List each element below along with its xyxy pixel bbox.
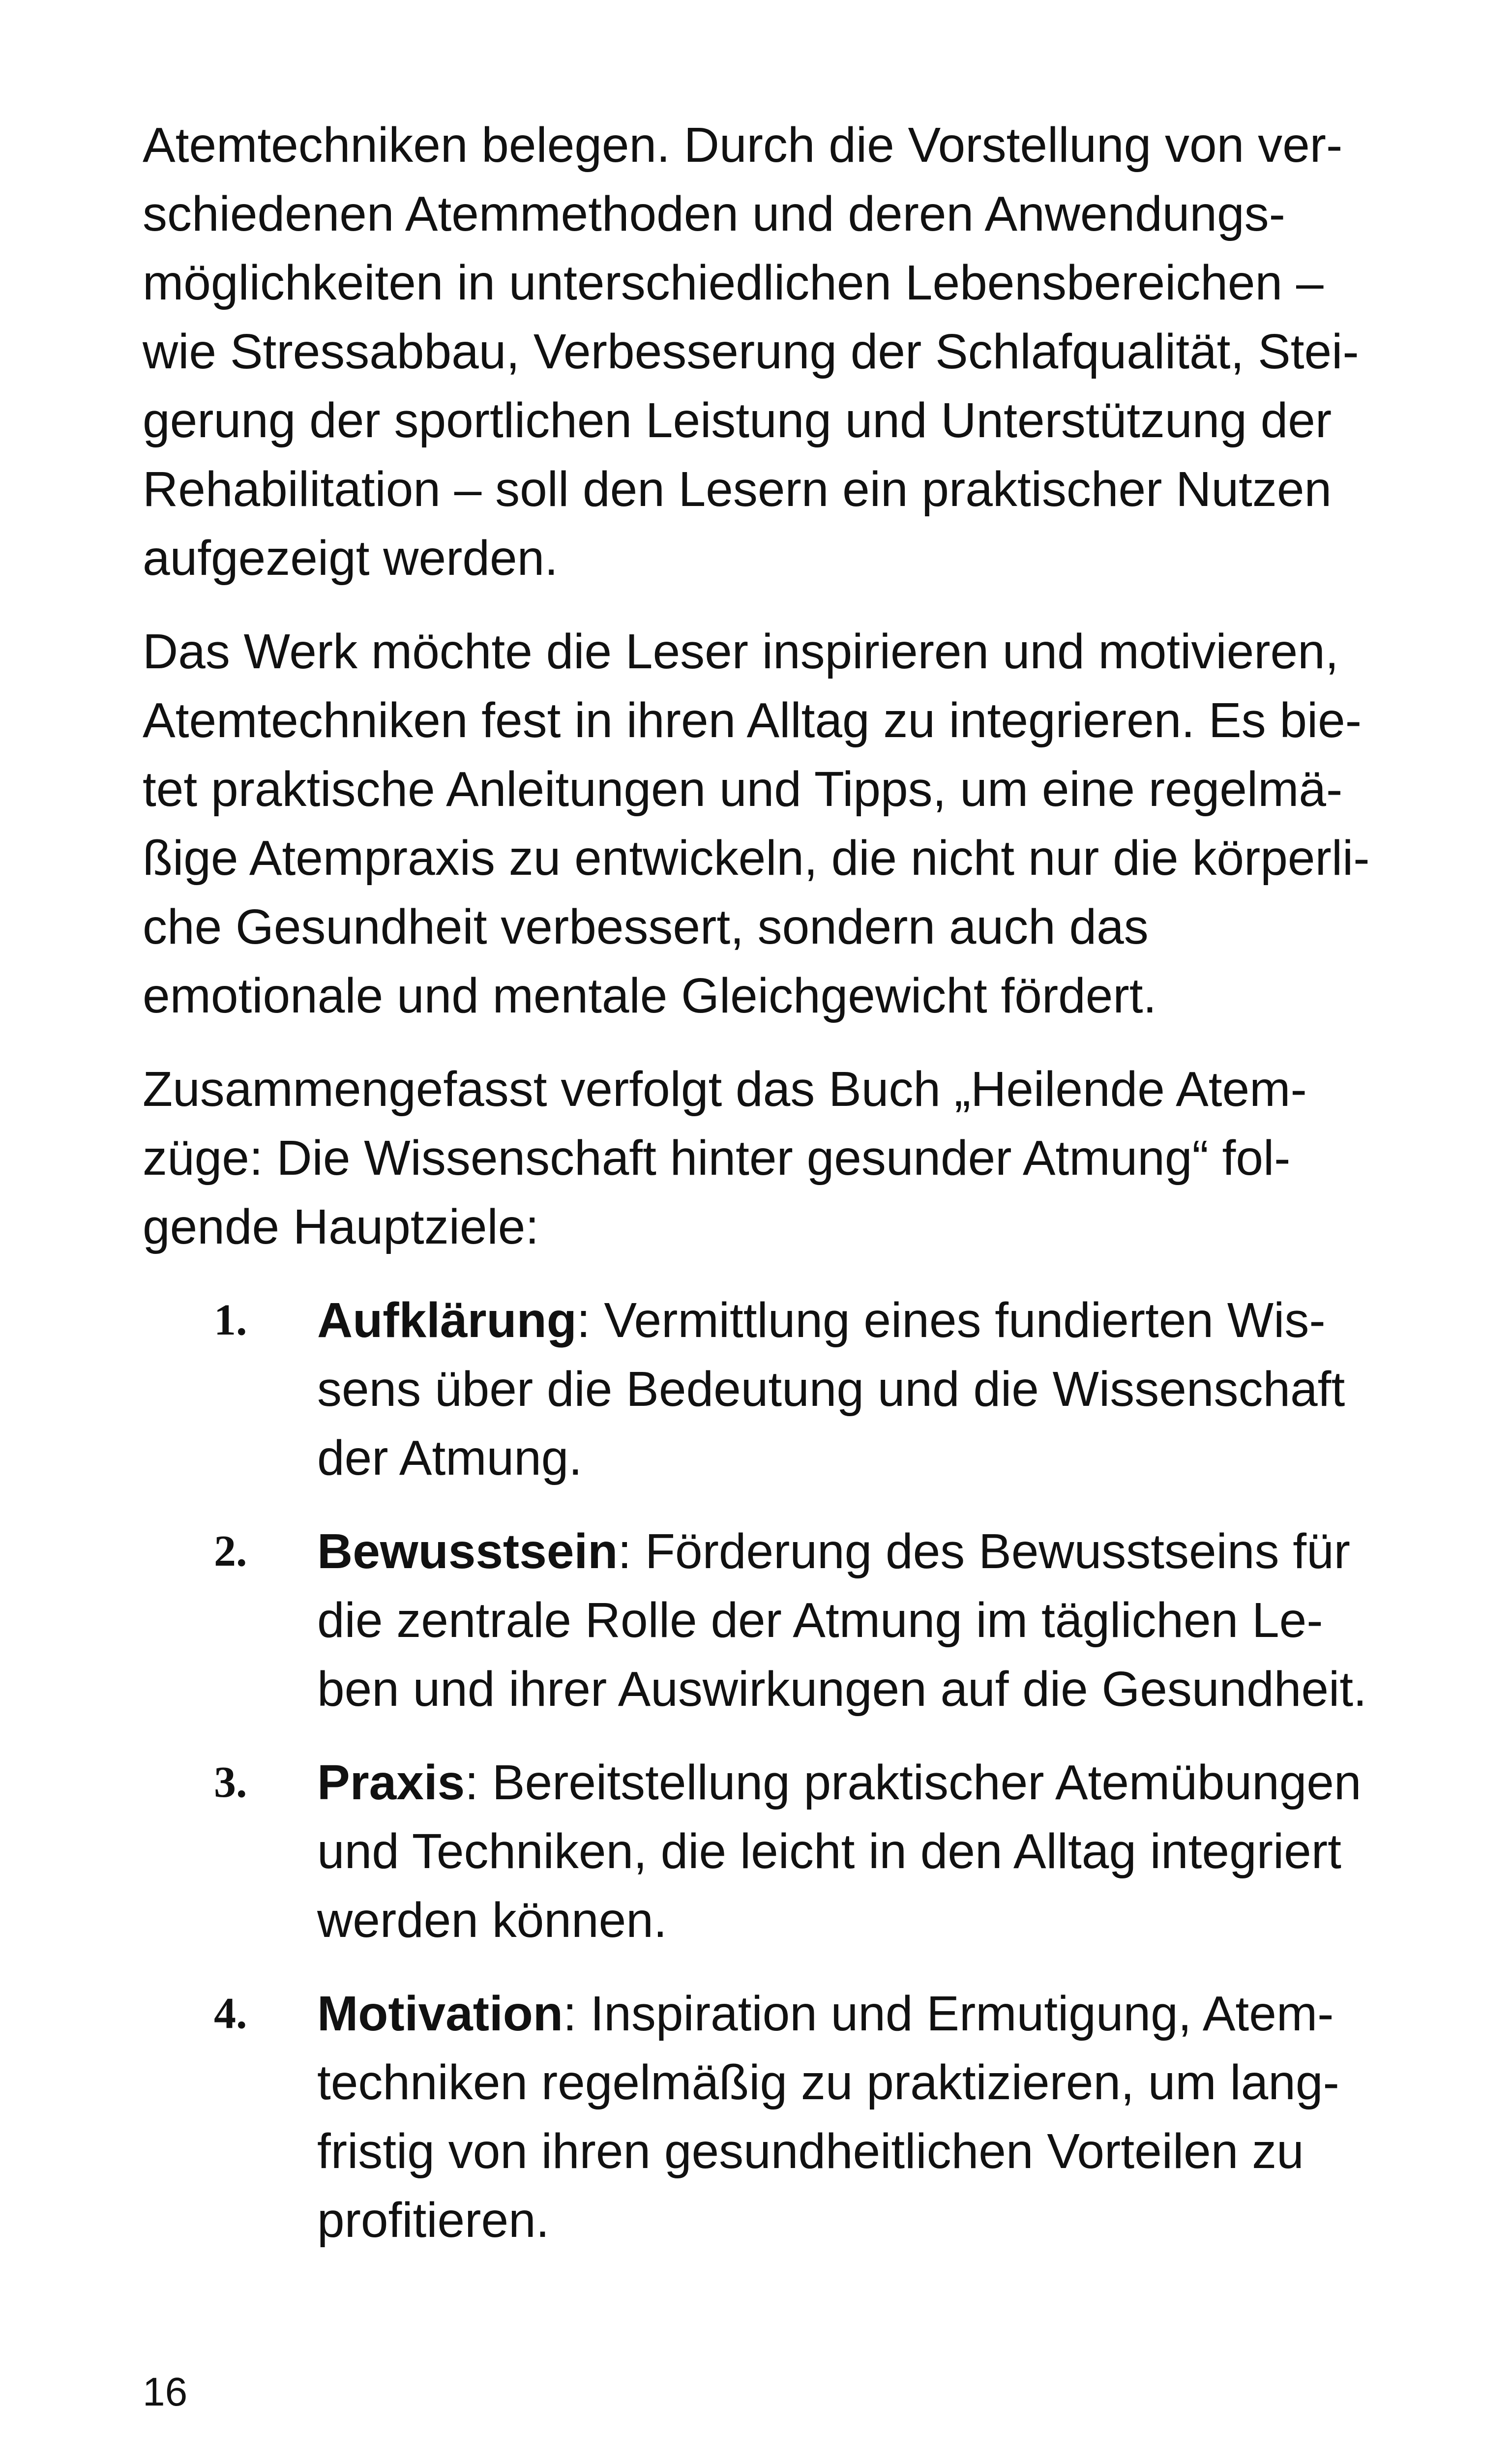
text-line: tet praktische Anleitungen und Tipps, um eine regelmä- xyxy=(143,762,1343,817)
text-line xyxy=(317,1286,1401,1355)
text-line: Atemtechniken fest in ihren Alltag zu integrieren. Es bie- xyxy=(143,693,1362,748)
page-body xyxy=(143,111,1401,2279)
goal-text: : Bereitstellung praktischer Atemübungen xyxy=(465,1755,1362,1810)
body-paragraph xyxy=(143,617,1401,1030)
goal-number: 1. xyxy=(214,1296,247,1344)
text-line: sens über die Bedeutung und die Wissenschaft xyxy=(317,1362,1345,1417)
text-line: profitieren. xyxy=(317,2193,550,2248)
goal-number: 2. xyxy=(214,1527,247,1576)
text-line: schiedenen Atemmethoden und deren Anwendungs- xyxy=(143,186,1285,241)
text-line: werden können. xyxy=(317,1893,667,1948)
goals-list xyxy=(143,1286,1401,2255)
text-line: che Gesundheit verbessert, sondern auch das xyxy=(143,899,1149,954)
goal-term: Bewusstsein xyxy=(317,1524,618,1579)
text-line: Atemtechniken belegen. Durch die Vorstellung von ver- xyxy=(143,118,1343,173)
goal-term: Motivation xyxy=(317,1986,563,2041)
text-line: ßige Atempraxis zu entwickeln, die nicht nur die körperli- xyxy=(143,831,1370,886)
text-line: Zusammengefasst verfolgt das Buch „Heilende Atem- xyxy=(143,1062,1307,1117)
text-line: gerung der sportlichen Leistung und Unterstützung der xyxy=(143,393,1332,448)
text-line: gende Hauptziele: xyxy=(143,1199,539,1254)
body-paragraph xyxy=(143,1055,1401,1261)
text-line xyxy=(317,1979,1401,2048)
goal-text: : Förderung des Bewusstseins für xyxy=(618,1524,1350,1579)
text-line: züge: Die Wissenschaft hinter gesunder Atmung“ fol- xyxy=(143,1130,1291,1186)
text-line: techniken regelmäßig zu praktizieren, um lang- xyxy=(317,2055,1339,2110)
body-paragraph xyxy=(143,111,1401,593)
text-line: Rehabilitation – soll den Lesern ein praktischer Nutzen xyxy=(143,462,1332,517)
goal-item xyxy=(143,1517,1401,1724)
goal-item xyxy=(143,1979,1401,2255)
goal-text: : Inspiration und Ermutigung, Atem- xyxy=(563,1986,1334,2041)
goal-item xyxy=(143,1748,1401,1955)
text-line: aufgezeigt werden. xyxy=(143,531,559,586)
goal-number: 3. xyxy=(214,1758,247,1807)
text-line xyxy=(317,1517,1401,1586)
text-line: Das Werk möchte die Leser inspirieren und motivieren, xyxy=(143,624,1339,679)
goal-number: 4. xyxy=(214,1989,247,2038)
goal-text: : Vermittlung eines fundierten Wis- xyxy=(576,1293,1326,1348)
text-line: wie Stressabbau, Verbesserung der Schlafqualität, Stei- xyxy=(143,324,1359,379)
page-number: 16 xyxy=(143,2370,188,2414)
text-line: emotionale und mentale Gleichgewicht fördert. xyxy=(143,968,1157,1023)
text-line xyxy=(317,1748,1401,1817)
text-line: und Techniken, die leicht in den Alltag integriert xyxy=(317,1824,1341,1879)
text-line: fristig von ihren gesundheitlichen Vorteilen zu xyxy=(317,2124,1304,2179)
text-line: möglichkeiten in unterschiedlichen Lebensbereichen – xyxy=(143,255,1324,310)
text-line: die zentrale Rolle der Atmung im täglichen Le- xyxy=(317,1593,1323,1648)
goal-term: Aufklärung xyxy=(317,1293,577,1348)
text-line: ben und ihrer Auswirkungen auf die Gesundheit. xyxy=(317,1662,1367,1717)
goal-item xyxy=(143,1286,1401,1492)
goal-term: Praxis xyxy=(317,1755,465,1810)
text-line: der Atmung. xyxy=(317,1430,583,1486)
